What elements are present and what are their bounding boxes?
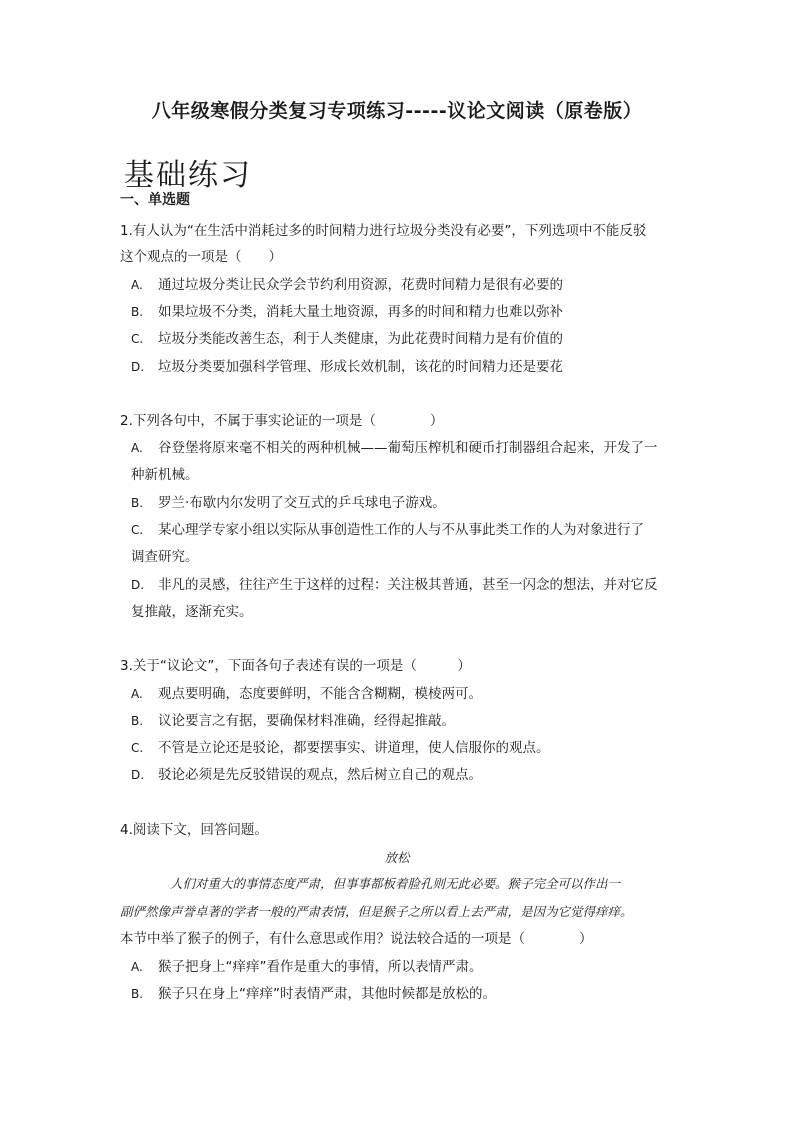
q2-option-c-line1: 某心理学专家小组以实际从事创造性工作的人与不从事此类工作的人为对象进行了 xyxy=(158,522,644,538)
q1-option-a-letter: A. xyxy=(131,278,143,292)
q1-option-c: 垃圾分类能改善生态，利于人类健康，为此花费时间精力是有价值的 xyxy=(158,331,563,347)
q2-stem: 2.下列各句中，不属于事实论证的一项是（ ） xyxy=(120,413,444,429)
q1-stem-line1: 1.有人认为“在生活中消耗过多的时间精力进行垃圾分类没有必要”，下列选项中不能反驳 xyxy=(120,223,647,239)
q1-option-c-letter: C. xyxy=(131,332,144,346)
q2-option-c-letter: C. xyxy=(131,523,144,537)
q3-option-d-letter: D. xyxy=(131,768,145,782)
q2-option-b-letter: B. xyxy=(131,496,144,510)
passage-line2: 副俨然像声誉卓著的学者一般的严肃表情，但是猴子之所以看上去严肃，是因为它觉得痒痒。 xyxy=(120,904,633,919)
q4-question: 本节中举了猴子的例子，有什么意思或作用？说法较合适的一项是（ ） xyxy=(120,931,593,947)
q4-option-b: 猴子只在身上“痒痒”时表情严肃，其他时候都是放松的。 xyxy=(158,986,496,1002)
q2-option-b-line1: 罗兰·布歇内尔发明了交互式的乒乓球电子游戏。 xyxy=(158,495,446,511)
q3-option-c-letter: C. xyxy=(131,741,144,755)
q3-option-a: 观点要明确，态度要鲜明，不能含含糊糊，模棱两可。 xyxy=(158,686,482,702)
section-title: 基础练习 xyxy=(124,158,252,193)
q4-option-a: 猴子把身上“痒痒”看作是重大的事情，所以表情严肃。 xyxy=(158,959,483,975)
document-title: 八年级寒假分类复习专项练习-----议论文阅读（原卷版） xyxy=(151,100,643,122)
q1-option-d: 垃圾分类要加强科学管理、形成长效机制，该花的时间精力还是要花 xyxy=(158,359,563,375)
passage-line1: 人们对重大的事情态度严肃，但事事都板着脸孔则无此必要。猴子完全可以作出一 xyxy=(170,876,621,891)
q3-option-c: 不管是立论还是驳论，都要摆事实、讲道理，使人信服你的观点。 xyxy=(158,740,550,756)
q3-option-b-letter: B. xyxy=(131,714,144,728)
q3-stem: 3.关于“议论文”，下面各句子表述有误的一项是（ ） xyxy=(120,658,471,674)
q2-option-a-line1: 谷登堡将原来毫不相关的两种机械——葡萄压榨机和硬币打制器组合起来，开发了一 xyxy=(158,440,658,456)
q2-option-c-line2: 调查研究。 xyxy=(131,549,199,565)
q1-option-b: 如果垃圾不分类，消耗大量土地资源，再多的时间和精力也难以弥补 xyxy=(158,304,563,320)
q2-option-a-line2: 种新机械。 xyxy=(131,467,199,483)
q3-option-a-letter: A. xyxy=(131,687,143,701)
q4-stem: 4.阅读下文，回答问题。 xyxy=(120,822,268,838)
q1-option-a: 通过垃圾分类让民众学会节约利用资源，花费时间精力是很有必要的 xyxy=(158,277,563,293)
q1-stem-line2: 这个观点的一项是（ ） xyxy=(120,249,282,265)
q1-option-b-letter: B. xyxy=(131,305,144,319)
passage-title: 放松 xyxy=(384,850,410,865)
q2-option-d-line2: 复推敲，逐渐充实。 xyxy=(131,604,253,620)
q2-option-d-line1: 非凡的灵感，往往产生于这样的过程：关注极其普通，甚至一闪念的想法，并对它反 xyxy=(158,577,658,593)
q4-option-b-letter: B. xyxy=(131,987,144,1001)
q3-option-b: 议论要言之有据，要确保材料准确，经得起推敲。 xyxy=(158,713,455,729)
subsection-heading: 一、单选题 xyxy=(120,192,190,208)
q4-option-a-letter: A. xyxy=(131,960,143,974)
q3-option-d: 驳论必须是先反驳错误的观点，然后树立自己的观点。 xyxy=(158,767,482,783)
q2-option-a-letter: A. xyxy=(131,441,143,455)
q1-option-d-letter: D. xyxy=(131,360,145,374)
q2-option-d-letter: D. xyxy=(131,578,145,592)
